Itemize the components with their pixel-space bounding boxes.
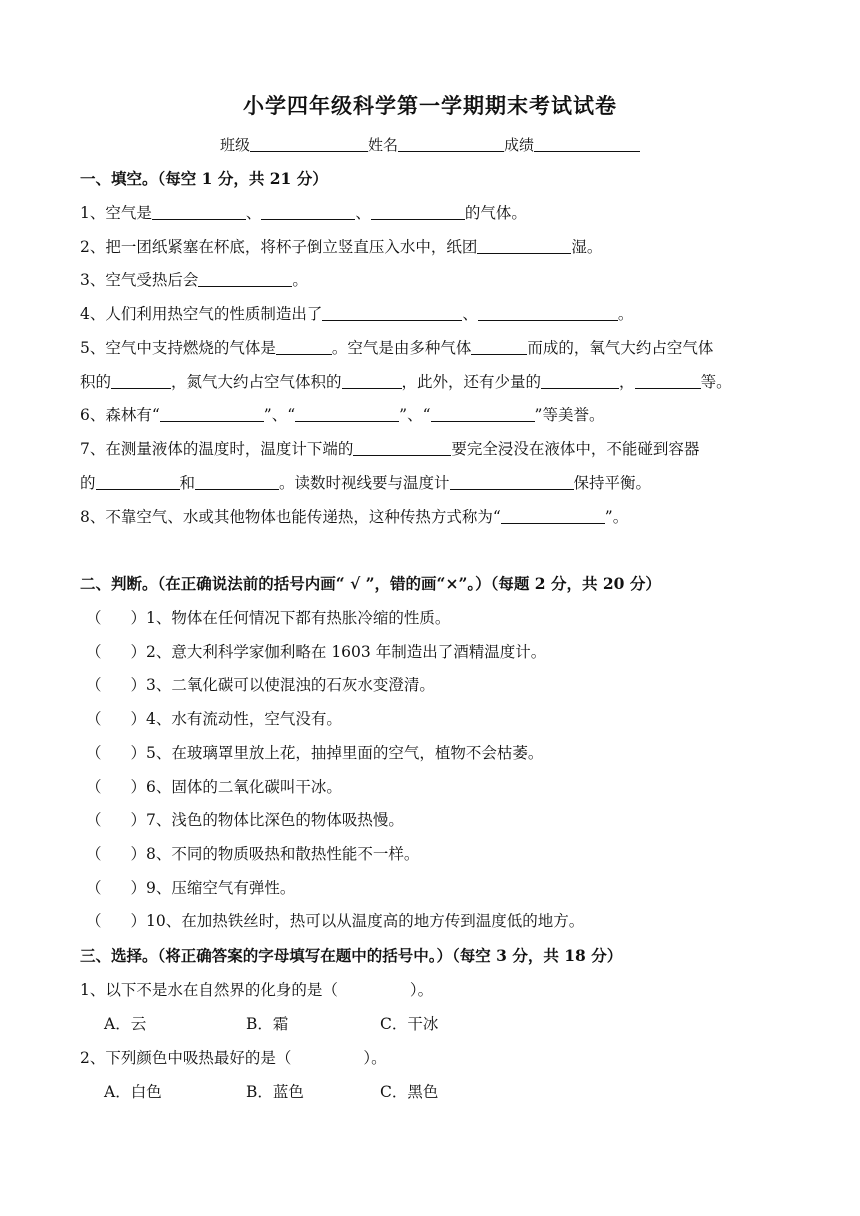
fill-question-4 bbox=[80, 304, 633, 324]
fill-question-6 bbox=[80, 405, 604, 425]
choice-options-1 bbox=[104, 1014, 438, 1034]
answer-blank[interactable] bbox=[276, 338, 332, 355]
answer-blank[interactable] bbox=[152, 203, 246, 220]
answer-blank[interactable] bbox=[111, 372, 171, 389]
judge-item-text: 9、压缩空气有弹性。 bbox=[146, 878, 296, 897]
judge-item bbox=[86, 608, 450, 628]
answer-blank[interactable] bbox=[261, 203, 355, 220]
option-b[interactable]: B．霜 bbox=[246, 1015, 289, 1033]
fill-question-8 bbox=[80, 507, 628, 527]
question-text: 1、以下不是水在自然界的化身的是（ bbox=[80, 981, 338, 999]
section-3-heading: 三、选择。（将正确答案的字母填写在题中的括号中。）（每空 3 分，共 18 分） bbox=[80, 946, 623, 965]
judge-item-text: 1、物体在任何情况下都有热胀冷缩的性质。 bbox=[146, 609, 451, 627]
question-text: 和 bbox=[179, 474, 196, 492]
question-text: 。 bbox=[617, 305, 634, 323]
answer-paren-open[interactable]: （ bbox=[86, 844, 102, 863]
option-a[interactable]: A．白色 bbox=[104, 1083, 162, 1101]
judge-item-text: 7、浅色的物体比深色的物体吸热慢。 bbox=[146, 811, 404, 830]
fill-question-7-cont bbox=[80, 473, 651, 493]
judge-item-text: 5、在玻璃罩里放上花，抽掉里面的空气，植物不会枯萎。 bbox=[146, 743, 544, 762]
name-blank[interactable] bbox=[398, 135, 504, 152]
choice-question-1 bbox=[80, 980, 433, 1000]
fill-question-1 bbox=[80, 203, 527, 223]
question-text: 2、把一团纸紧塞在杯底，将杯子倒立竖直压入水中，纸团 bbox=[80, 238, 478, 256]
answer-paren-open[interactable]: （ bbox=[86, 743, 102, 762]
answer-blank[interactable] bbox=[160, 405, 264, 422]
question-text: 的气体。 bbox=[464, 204, 527, 222]
answer-paren-close[interactable]: ） bbox=[130, 743, 147, 762]
question-text: ， bbox=[619, 373, 635, 391]
section-2-heading: 二、判断。（在正确说法前的括号内画“ √ ”，错的画“×”。）（每题 2 分，共 20 分） bbox=[80, 574, 661, 593]
option-b[interactable]: B．蓝色 bbox=[246, 1083, 304, 1101]
judge-item-text: 4、水有流动性，空气没有。 bbox=[146, 710, 342, 729]
class-blank[interactable] bbox=[250, 135, 368, 152]
fill-question-7 bbox=[80, 439, 699, 459]
option-a[interactable]: A．云 bbox=[104, 1015, 147, 1033]
answer-paren-close[interactable]: ） bbox=[130, 844, 147, 863]
answer-paren-open[interactable]: （ bbox=[86, 912, 102, 931]
answer-blank[interactable] bbox=[195, 473, 279, 490]
answer-paren-close[interactable]: ） bbox=[130, 777, 147, 796]
option-c[interactable]: C．黑色 bbox=[380, 1083, 439, 1101]
answer-blank[interactable] bbox=[501, 507, 605, 524]
fill-question-2 bbox=[80, 237, 602, 257]
answer-blank[interactable] bbox=[353, 439, 451, 456]
answer-paren-open[interactable]: （ bbox=[86, 676, 102, 695]
question-text: 。空气是由多种气体 bbox=[331, 339, 472, 357]
question-text: 要完全浸没在液体中，不能碰到容器 bbox=[451, 440, 700, 458]
question-text: 积的 bbox=[80, 373, 112, 391]
answer-paren-close[interactable]: ） bbox=[130, 878, 147, 897]
judge-item bbox=[86, 743, 543, 763]
student-info-line bbox=[0, 134, 860, 155]
question-text: 而成的，氧气大约占空气体 bbox=[527, 339, 714, 357]
answer-blank[interactable] bbox=[477, 237, 571, 254]
judge-item-text: 10、在加热铁丝时，热可以从温度高的地方传到温度低的地方。 bbox=[146, 912, 585, 931]
judge-item bbox=[86, 878, 295, 898]
answer-paren-open[interactable]: （ bbox=[86, 609, 102, 627]
score-label: 成绩 bbox=[504, 136, 535, 154]
question-text: ）。 bbox=[363, 1049, 387, 1067]
answer-blank[interactable] bbox=[471, 338, 527, 355]
answer-paren-close[interactable]: ） bbox=[130, 609, 147, 627]
question-text: 7、在测量液体的温度时，温度计下端的 bbox=[80, 440, 354, 458]
answer-blank[interactable] bbox=[295, 405, 399, 422]
answer-paren-open[interactable]: （ bbox=[86, 878, 102, 897]
page-title: 小学四年级科学第一学期期末考试试卷 bbox=[243, 93, 617, 118]
question-text: 1、空气是 bbox=[80, 204, 152, 222]
score-blank[interactable] bbox=[534, 135, 640, 152]
question-text: 。 bbox=[292, 271, 308, 289]
answer-blank[interactable] bbox=[450, 473, 574, 490]
judge-item-text: 6、固体的二氧化碳叫干冰。 bbox=[146, 777, 342, 796]
section-1-heading: 一、填空。（每空 1 分，共 21 分） bbox=[80, 169, 328, 188]
judge-item bbox=[86, 642, 546, 662]
answer-paren-open[interactable]: （ bbox=[86, 710, 102, 729]
question-text: ，此外，还有少量的 bbox=[401, 373, 542, 391]
question-text: ，氮气大约占空气体积的 bbox=[171, 373, 342, 391]
answer-paren-close[interactable]: ） bbox=[130, 710, 147, 729]
name-label: 姓名 bbox=[367, 136, 398, 154]
answer-paren-close[interactable]: ） bbox=[130, 676, 147, 695]
judge-item bbox=[86, 675, 435, 695]
question-text: 3、空气受热后会 bbox=[80, 271, 199, 289]
judge-item-text: 8、不同的物质吸热和散热性能不一样。 bbox=[146, 844, 420, 863]
choice-options-2 bbox=[104, 1082, 438, 1102]
question-text: 保持平衡。 bbox=[573, 474, 652, 492]
answer-paren-close[interactable]: ） bbox=[130, 811, 147, 830]
question-text: 等。 bbox=[700, 373, 732, 391]
judge-item bbox=[86, 709, 342, 729]
answer-blank[interactable] bbox=[96, 473, 180, 490]
answer-paren-open[interactable]: （ bbox=[86, 811, 102, 830]
judge-item bbox=[86, 844, 419, 864]
option-c[interactable]: C．干冰 bbox=[380, 1015, 439, 1033]
fill-question-5 bbox=[80, 338, 713, 358]
answer-blank[interactable] bbox=[541, 372, 619, 389]
question-text: 4、人们利用热空气的性质制造出了 bbox=[80, 305, 323, 323]
fill-question-5-cont bbox=[80, 372, 732, 392]
question-text: 。读数时视线要与温度计 bbox=[279, 474, 450, 492]
question-text: 6、森林有“ bbox=[80, 406, 160, 424]
question-text: 8、不靠空气、水或其他物体也能传递热，这种传热方式称为“ bbox=[80, 508, 501, 526]
answer-paren-open[interactable]: （ bbox=[86, 777, 102, 796]
answer-blank[interactable] bbox=[371, 203, 465, 220]
question-text: ）。 bbox=[409, 981, 434, 999]
judge-item bbox=[86, 911, 584, 931]
answer-blank[interactable] bbox=[198, 270, 292, 287]
question-text: ”、“ bbox=[263, 406, 296, 424]
answer-blank[interactable] bbox=[478, 304, 618, 321]
answer-blank[interactable] bbox=[322, 304, 462, 321]
question-text: ”。 bbox=[604, 508, 629, 526]
class-label: 班级 bbox=[219, 136, 250, 154]
question-text: 、 bbox=[245, 204, 262, 222]
judge-item-text: 2、意大利科学家伽利略在 1603 年制造出了酒精温度计。 bbox=[146, 642, 547, 661]
question-text: 的 bbox=[80, 474, 96, 492]
question-text: 湿。 bbox=[571, 238, 603, 256]
question-text: ”、“ bbox=[399, 406, 431, 424]
answer-paren-open[interactable]: （ bbox=[86, 642, 102, 661]
answer-paren-close[interactable]: ） bbox=[130, 912, 147, 931]
fill-question-3 bbox=[80, 270, 308, 290]
judge-item bbox=[86, 777, 342, 797]
question-text: 、 bbox=[462, 305, 478, 323]
answer-blank[interactable] bbox=[342, 372, 402, 389]
answer-blank[interactable] bbox=[635, 372, 701, 389]
answer-paren-close[interactable]: ） bbox=[130, 642, 147, 661]
question-text: 2、下列颜色中吸热最好的是（ bbox=[80, 1049, 292, 1067]
judge-item bbox=[86, 810, 404, 830]
choice-question-2 bbox=[80, 1048, 387, 1068]
question-text: ”等美誉。 bbox=[534, 406, 605, 424]
judge-item-text: 3、二氧化碳可以使混浊的石灰水变澄清。 bbox=[146, 676, 435, 695]
question-text: 、 bbox=[355, 204, 371, 222]
answer-blank[interactable] bbox=[431, 405, 535, 422]
question-text: 5、空气中支持燃烧的气体是 bbox=[80, 339, 276, 357]
